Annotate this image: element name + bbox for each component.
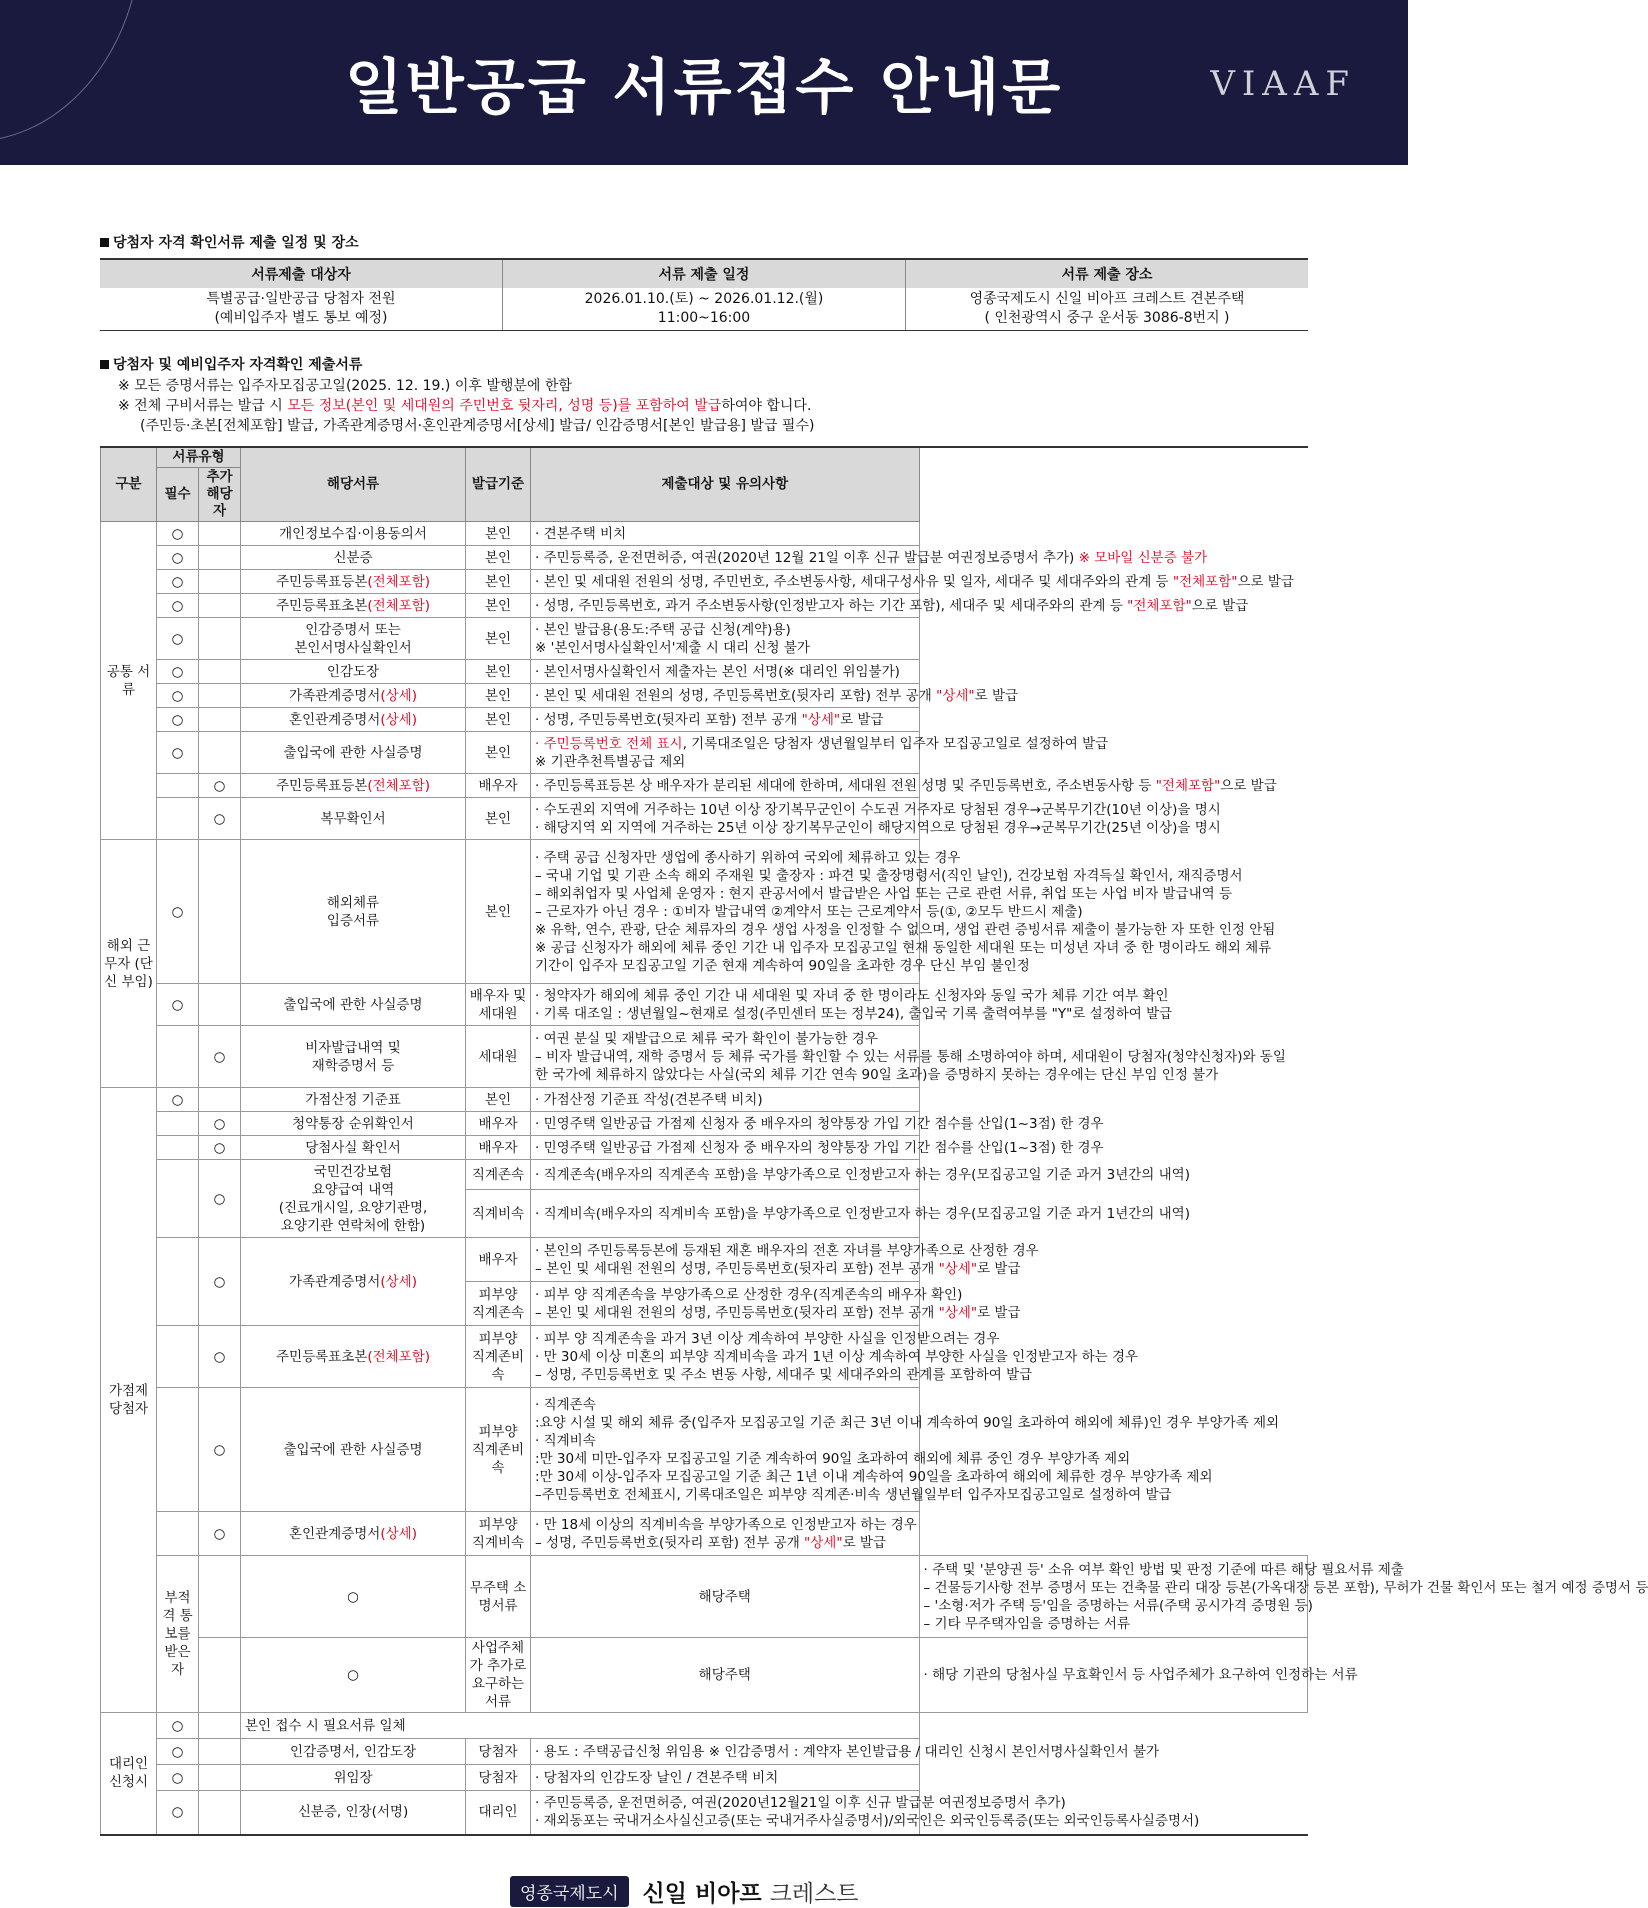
- col-header-required: 필수: [157, 468, 199, 522]
- schedule-cell: 2026.01.10.(토) ~ 2026.01.12.(월) 11:00~16:00: [503, 288, 906, 331]
- group-score: 가점제 당첨자: [101, 1088, 157, 1713]
- required-mark: ○: [157, 522, 199, 546]
- additional-mark: ○: [199, 774, 241, 798]
- footer-badge: 영종국제도시: [510, 1876, 629, 1907]
- table-row: ○ 가족관계증명서(상세) 본인 · 본인 및 세대원 전원의 성명, 주민등록번호(뒷자리 포함) 전부 공개 "상세"로 발급: [101, 684, 1308, 708]
- table-row: ○ 위임장 당첨자 · 당첨자의 인감도장 날인 / 견본주택 비치: [101, 1765, 1308, 1791]
- page-title: 일반공급 서류접수 안내문: [344, 53, 1064, 123]
- col-header-desc: 제출대상 및 유의사항: [531, 447, 919, 522]
- table-row: 해외 근무자 (단신 부임) ○ 해외체류 입증서류 본인 · 주택 공급 신청자만 생업에 종사하기 위하여 국외에 체류하고 있는 경우 – 국내 기업 및 기관 소속 해외 주재원 및 출장자 : 파견 및 출장명령서(직인 날인), 건강보험 자격득실 확인서, 재직증명서 – 해외취업자 및 사업체 운영자 : 현지 관공서에서 발급받은 사업 또는 근로 관련 서류, 취업 또는 사업 비자 발급내역 등 – 근로자가 아닌 경우 : ①비자 발급내역 ②계약서 또는 근로계약서 등(①, ②모두 반드시 제출) ※ 유학, 연수, 관광, 단순 체류자의 경우 생업 사정을 인정할 수 없으며, 생업 관련 증빙서류 제출이 불가능한 자 또한 인정 안됨 ※ 공급 신청자가 해외에 체류 중인 기간 내 입주자 모집공고일 현재 동일한 세대원 또는 미성년 자녀 중 한 명이라도 해외 체류 기간이 입주자 모집공고일 기준 현재 계속하여 90일을 초과한 경우 단신 부임 불인정: [101, 840, 1308, 984]
- table-row: ○ 주민등록표등본(전체포함) 배우자 · 주민등록표등본 상 배우자가 분리된 세대에 한하며, 세대원 전원 성명 및 주민등록번호, 주소변동사항 등 "전체포함"으로 발급: [101, 774, 1308, 798]
- table-row: ○ 신분증, 인장(서명) 대리인 · 주민등록증, 운전면허증, 여권(2020년12월21일 이후 신규 발급분 여권정보증명서 추가) · 재외동포는 국내거소사실신고증(또는 국내거주사실증명서)/외국인은 외국인등록증(또는 외국인등록사실증명서): [101, 1791, 1308, 1835]
- table-row: ○ 주민등록표초본(전체포함) 피부양 직계존비속 · 피부 양 직계존속을 과거 3년 이상 계속하여 부양한 사실을 인정받으려는 경우 · 만 30세 이상 미혼의 피부양 직계비속을 과거 1년 이상 계속하여 부양한 사실을 인정받고자 하는 경우 – 성명, 주민등록번호 및 주소 변동 사항, 세대주 및 세대주와의 관계를 포함하여 발급: [101, 1326, 1308, 1388]
- notes: [118, 376, 814, 436]
- table-row: ○ 복무확인서 본인 · 수도권외 지역에 거주하는 10년 이상 장기복무군인이 수도권 거주자로 당첨된 경우→군복무기간(10년 이상)을 명시 · 해당지역 외 지역에 거주하는 25년 이상 장기복무군인이 해당지역으로 당첨된 경우→군복무기간(25년 이상)을 명시: [101, 798, 1308, 840]
- col-header-doc: 해당서류: [241, 447, 466, 522]
- brand-logo: VIAAF: [1210, 64, 1356, 104]
- place-cell: 영종국제도시 신일 비아프 크레스트 견본주택 ( 인천광역시 중구 운서동 3086-8번지 ): [906, 288, 1309, 331]
- col-header-additional: 추가 해당자: [199, 468, 241, 522]
- table-row: ○ 사업주체가 추가로 요구하는 서류 해당주택 · 해당 기관의 당첨사실 무효확인서 등 사업주체가 요구하여 인정하는 서류: [101, 1638, 1308, 1713]
- note-2: ※ 전체 구비서류는 발급 시 모든 정보(본인 및 세대원의 주민번호 뒷자리, 성명 등)를 포함하여 발급하여야 합니다.: [118, 398, 812, 414]
- group-overseas: 해외 근무자 (단신 부임): [101, 840, 157, 1088]
- table-row: ○ 출입국에 관한 사실증명 배우자 및 세대원 · 청약자가 해외에 체류 중인 기간 내 세대원 및 자녀 중 한 명이라도 신청자와 동일 국가 체류 기간 여부 확인 · 기록 대조일 : 생년월일~현재로 설정(주민센터 또는 정부24), 출입국 기록 출력여부를 "Y"로 설정하여 발급: [101, 984, 1308, 1026]
- table-row: ○ 출입국에 관한 사실증명 본인 · 주민등록번호 전체 표시, 기록대조일은 당첨자 생년월일부터 입주자 모집공고일로 설정하여 발급 ※ 기관추천특별공급 제외: [101, 732, 1308, 774]
- col-header-target: 서류제출 대상자: [100, 259, 503, 288]
- table-row: 피부양 직계존속 · 피부 양 직계존속을 부양가족으로 산정한 경우(직계존속의 배우자 확인) – 본인 및 세대원 전원의 성명, 주민등록번호(뒷자리 포함) 전부 공개 "상세"로 발급: [101, 1282, 1308, 1326]
- group-proxy: 대리인 신청시: [101, 1713, 157, 1835]
- table-row: ○ 혼인관계증명서(상세) 본인 · 성명, 주민등록번호(뒷자리 포함) 전부 공개 "상세"로 발급: [101, 708, 1308, 732]
- section-title-documents: 당첨자 및 예비입주자 자격확인 제출서류: [100, 354, 362, 374]
- footer-brand: 신일 비아프: [642, 1880, 762, 1907]
- table-row: 가점제 당첨자 ○ 가점산정 기준표 본인 · 가점산정 기준표 작성(견본주택 비치): [101, 1088, 1308, 1112]
- note-1: ※ 모든 증명서류는 입주자모집공고일(2025. 12. 19.) 이후 발행분에 한함: [118, 378, 572, 394]
- schedule-table: [100, 258, 1308, 331]
- table-row: 대리인 신청시 ○ 본인 접수 시 필요서류 일체: [101, 1713, 1308, 1739]
- col-header-place: 서류 제출 장소: [906, 259, 1309, 288]
- table-row: ○ 주민등록표초본(전체포함) 본인 · 성명, 주민등록번호, 과거 주소변동사항(인정받고자 하는 기간 포함), 세대주 및 세대주와의 관계 등 "전체포함"으로 발급: [101, 594, 1308, 618]
- col-header-basis: 발급기준: [466, 447, 531, 522]
- group-common: 공통 서류: [101, 522, 157, 840]
- table-row: ○ 가족관계증명서(상세) 배우자 · 본인의 주민등록등본에 등재된 재혼 배우자의 전혼 자녀를 부양가족으로 산정한 경우 – 본인 및 세대원 전원의 성명, 주민등록번호(뒷자리 포함) 전부 공개 "상세"로 발급: [101, 1238, 1308, 1282]
- section-title-schedule: 당첨자 자격 확인서류 제출 일정 및 장소: [100, 232, 359, 252]
- col-header-group: 구분: [101, 447, 157, 522]
- col-header-schedule: 서류 제출 일정: [503, 259, 906, 288]
- table-row: ○ 인감도장 본인 · 본인서명사실확인서 제출자는 본인 서명(※ 대리인 위임불가): [101, 660, 1308, 684]
- table-row: ○ 혼인관계증명서(상세) 피부양 직계비속 · 만 18세 이상의 직계비속을 부양가족으로 인정받고자 하는 경우 – 성명, 주민등록번호(뒷자리 포함) 전부 공개 "상세"로 발급: [101, 1512, 1308, 1556]
- table-row: 직계비속 · 직계비속(배우자의 직계비속 포함)을 부양가족으로 인정받고자 하는 경우(모집공고일 기준 과거 1년간의 내역): [101, 1190, 1308, 1238]
- col-header-type: 서류유형: [157, 447, 241, 468]
- footer: [510, 1876, 859, 1906]
- header-banner: [0, 0, 1408, 165]
- table-row: 공통 서류 ○ 개인정보수집·이용동의서 본인 · 견본주택 비치: [101, 522, 1308, 546]
- table-row: ○ 인감증명서, 인감도장 당첨자 · 용도 : 주택공급신청 위임용 ※ 인감증명서 : 계약자 본인발급용 / 대리인 신청시 본인서명사실확인서 불가: [101, 1739, 1308, 1765]
- table-row: ○ 신분증 본인 · 주민등록증, 운전면허증, 여권(2020년 12월 21일 이후 신규 발급분 여권정보증명서 추가) ※ 모바일 신분증 불가: [101, 546, 1308, 570]
- documents-table: [100, 446, 1648, 1836]
- target-cell: 특별공급·일반공급 당첨자 전원 (예비입주자 별도 통보 예정): [100, 288, 503, 331]
- group-ineligible: 부적격 통보를 받은자: [157, 1556, 199, 1713]
- table-row: ○ 국민건강보험 요양급여 내역 (진료개시일, 요양기관명, 요양기관 연락처에 한함) 직계존속 · 직계존속(배우자의 직계존속 포함)을 부양가족으로 인정받고자 하는 경우(모집공고일 기준 과거 3년간의 내역): [101, 1160, 1308, 1190]
- table-row: ○ 인감증명서 또는 본인서명사실확인서 본인 · 본인 발급용(용도:주택 공급 신청(계약)용) ※ '본인서명사실확인서'제출 시 대리 신청 불가: [101, 618, 1308, 660]
- note-3: (주민등·초본[전체포함] 발급, 가족관계증명서·혼인관계증명서[상세] 발급/ 인감증명서[본인 발급용] 발급 필수): [140, 418, 815, 434]
- table-row: ○ 주민등록표등본(전체포함) 본인 · 본인 및 세대원 전원의 성명, 주민번호, 주소변동사항, 세대구성사유 및 일자, 세대주 및 세대주와의 관계 등 "전체포함"으로 발급: [101, 570, 1308, 594]
- table-row: ○ 당첨사실 확인서 배우자 · 민영주택 일반공급 가점제 신청자 중 배우자의 청약통장 가입 기간 점수를 산입(1~3점) 한 경우: [101, 1136, 1308, 1160]
- table-row: ○ 출입국에 관한 사실증명 피부양 직계존비속 · 직계존속 :요양 시설 및 해외 체류 중(입주자 모집공고일 기준 최근 3년 이내 계속하여 90일 초과하여 해외에 체류)인 경우 부양가족 제외 · 직계비속 :만 30세 미만-입주자 모집공고일 기준 계속하여 90일 초과하여 해외에 체류 중인 경우 부양가족 제외 :만 30세 이상-입주자 모집공고일 기준 최근 1년 이내 계속하여 90일을 초과하여 해외에 체류한 경우 부양가족 제외 –주민등록번호 전체표시, 기록대조일은 피부양 직계존·비속 생년월일부터 입주자모집공고일로 설정하여 발급: [101, 1388, 1308, 1512]
- footer-brand-sub: 크레스트: [769, 1880, 859, 1907]
- table-row: ○ 청약통장 순위확인서 배우자 · 민영주택 일반공급 가점제 신청자 중 배우자의 청약통장 가입 기간 점수를 산입(1~3점) 한 경우: [101, 1112, 1308, 1136]
- table-row: ○ 비자발급내역 및 재학증명서 등 세대원 · 여권 분실 및 재발급으로 체류 국가 확인이 불가능한 경우 – 비자 발급내역, 재학 증명서 등 체류 국가를 확인할 수 있는 서류를 통해 소명하여야 하며, 세대원이 당첨자(청약신청자)와 동일 한 국가에 체류하지 않았다는 사실(국외 체류 기간 연속 90일 초과)을 증명하지 못하는 경우에는 단신 부임 인정 불가: [101, 1026, 1308, 1088]
- table-row: 부적격 통보를 받은자 ○ 무주택 소명서류 해당주택 · 주택 및 '분양권 등' 소유 여부 확인 방법 및 판정 기준에 따른 해당 필요서류 제출 – 건물등기사항 전부 증명서 또는 건축물 관리 대장 등본(가옥대장 등본 포함), 무허가 건물 확인서 또는 철거 예정 증명서 등 – '소형·저가 주택 등'임을 증명하는 서류(주택 공시가격 증명원 등) – 기타 무주택자임을 증명하는 서류: [101, 1556, 1308, 1638]
